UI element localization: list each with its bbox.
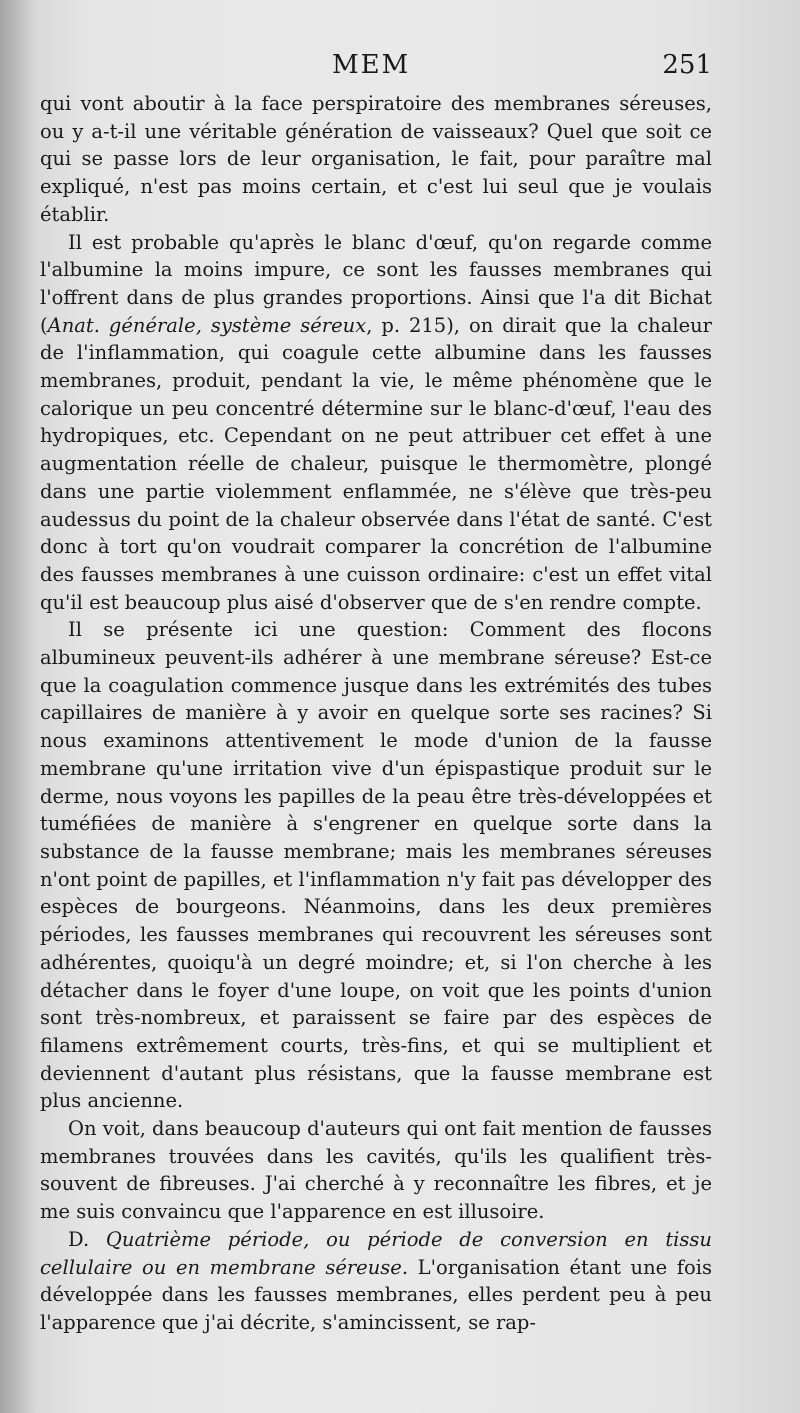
section-label: D. [68, 1227, 90, 1251]
bichat-reference-title: Anat. générale, système séreux [47, 313, 367, 337]
paragraph-text: Il se présente ici une question: Comment des flocons albumineux peuvent-ils adhérer à une membrane séreuse? Est-ce que la coagulation commence jusque dans les extrémités des tubes capillaires de manière à y avoir en quelque sorte ses racines? Si nous examinons attentivement le mode d'union de la fausse membrane qu'une irritation vive d'un épispastique produit sur le derme, nous voyons les papilles de la peau être très-développées et tuméfiées de manière à s'engrener en quelque sorte dans la substance de la fausse membrane; mais les membranes séreuses n'ont point de papilles, et l'inflammation n'y fait pas développer des espèces de bourgeons. Néanmoins, dans les deux premières périodes, les fausses membranes qui recouvrent les séreuses sont adhérentes, quoiqu'à un degré moindre; et, si l'on cherche à les détacher dans le foyer d'une loupe, on voit que les points d'union sont très-nombreux, et paraissent se faire par des espèces de filamens extrêmement courts, très-fins, et qui se multiplient et deviennent d'autant plus résistans, que la fausse membrane est plus ancienne. [40, 618, 712, 1113]
page-gutter-shadow [0, 0, 38, 1413]
paragraph-text-before-reference: Il est probable qu'après le blanc d'œuf, qu'on regarde comme l'albumine la moins impure, ce sont les fausses membranes qui l'offrent dans de plus grandes proportions. Ainsi que l'a dit Bichat ( [40, 230, 712, 337]
paragraph-continuation [40, 90, 712, 229]
running-head [40, 42, 712, 90]
paragraph-text: L'organisation étant une fois développée dans les fausses membranes, elles perdent peu à peu l'apparence que j'ai décrite, s'amincissent, se rap- [40, 1255, 712, 1334]
page-number: 251 [662, 50, 712, 80]
running-head-title: MEM [332, 50, 411, 80]
paragraph-question [40, 616, 712, 1115]
section-heading: Quatrième période, ou période de conversion en tissu cellulaire ou en membrane séreuse. [40, 1227, 712, 1279]
paragraph-text-after-reference: , p. 215), on dirait que la chaleur de l'inflammation, qui coagule cette albumine dans les fausses membranes, produit, pendant la vie, le même phénomène que le calorique un peu concentré détermine sur le blanc-d'œuf, l'eau des hydropiques, etc. Cependant on ne peut attribuer cet effet à une augmentation réelle de chaleur, puisque le thermomètre, plongé dans une partie violemment enflammée, ne s'élève que très-peu audessus du point de la chaleur observée dans l'état de santé. C'est donc à tort qu'on voudrait comparer la concrétion de l'albumine des fausses membranes à une cuisson ordinaire: c'est un effet vital qu'il est beaucoup plus aisé d'observer que de s'en rendre compte. [40, 313, 712, 614]
paragraph-text: On voit, dans beaucoup d'auteurs qui ont fait mention de fausses membranes trouvées dans les cavités, qu'ils les qualifient très-souvent de fibreuses. J'ai cherché à y reconnaître les fibres, et je me suis convaincu que l'apparence en est illusoire. [40, 1117, 712, 1224]
paragraph-quatrieme-periode [40, 1226, 712, 1337]
paragraph-fibreuses [40, 1115, 712, 1226]
book-page [40, 42, 712, 1382]
paragraph-text: qui vont aboutir à la face perspiratoire des membranes séreuses, ou y a-t-il une véritable génération de vaisseaux? Quel que soit ce qui se passe lors de leur organisation, le fait, pour paraître mal expliqué, n'est pas moins certain, et c'est lui seul que je voulais établir. [40, 92, 712, 226]
paragraph-albumine [40, 229, 712, 617]
body-text [40, 90, 712, 1337]
